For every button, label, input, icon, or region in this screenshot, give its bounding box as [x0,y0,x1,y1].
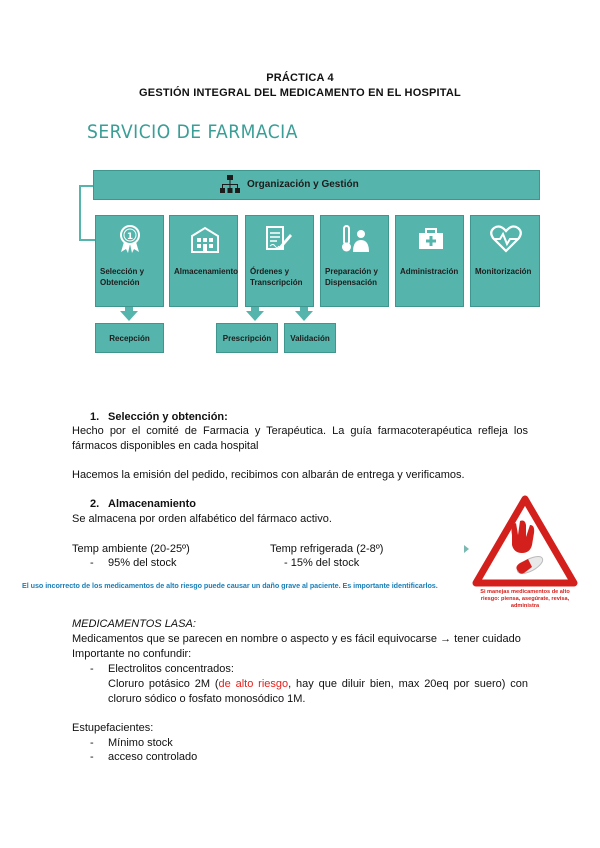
connector-line [79,185,81,241]
step-preparation [320,215,389,307]
temp-ambient-dash: - [90,557,94,569]
medical-kit-icon [416,224,446,254]
svg-text:1: 1 [126,232,134,242]
warning-caption: Si manejas medicamentos de alto riesgo: piensa, asegúrate, revisa, administra [480,589,570,609]
high-risk-banner: El uso incorrecto de los medicamentos de alto riesgo puede causar un daño grave al paciente. Es importante identificarlos. [22,581,438,590]
step-administration [395,215,464,307]
section1-paragraph: Hecho por el comité de Farmacia y Terapéutica. La guía farmacoterapéutica refleja los fármacos disponibles en cada hospital [72,425,528,452]
organization-label: Organización y Gestión [247,179,359,190]
temp-fridge-label: Temp refrigerada (2-8º) [270,543,384,555]
bullet-dash: - [90,737,94,749]
temp-fridge-value: - 15% del stock [284,557,360,569]
lasa-detail: Cloruro potásico 2M (de alto riesgo, hay que diluir bien, max 20eq por suero) con cloruro sódico o fosfato monosódico 1M. [108,678,528,705]
lasa-heading: MEDICAMENTOS LASA: [72,618,196,630]
award-ribbon-icon [117,224,143,254]
temp-ambient-value: 95% del stock [108,557,177,569]
sub-box-prescription: Prescripción [216,323,278,353]
step-storage [169,215,238,307]
bullet-dash: - [90,663,94,675]
step-label: Monitorización [475,267,532,276]
section2-heading: Almacenamiento [108,498,197,510]
step-label: Administración [400,267,459,276]
down-arrow [246,311,264,321]
org-chart-icon [219,174,241,196]
bullet-dash: - [90,751,94,763]
section2-number: 2. [90,498,100,510]
lasa-bullet: Electrolitos concentrados: [108,663,234,675]
document-subtitle: GESTIÓN INTEGRAL DEL MEDICAMENTO EN EL HOSPITAL [139,87,461,99]
narcotics-bullet: acceso controlado [108,751,198,763]
document-edit-icon [264,224,294,254]
thermometer-person-icon [339,224,373,254]
sub-box-reception: Recepción [95,323,164,353]
step-label: Selección y Obtención [100,267,145,287]
section1-number: 1. [90,411,100,423]
organization-bar [93,170,540,200]
temp-ambient-label: Temp ambiente (20-25º) [72,543,190,555]
sub-box-validation: Validación [284,323,336,353]
diagram-title: SERVICIO DE FARMACIA [87,121,298,143]
step-label: Preparación y Dispensación [325,267,378,287]
high-risk-warning-sign [470,495,580,620]
heart-pulse-icon [489,224,523,254]
step-monitoring [470,215,540,307]
step-label: Órdenes y Transcripción [250,267,303,287]
narcotics-heading: Estupefacientes: [72,722,154,734]
lasa-description: Medicamentos que se parecen en nombre o aspecto y es fácil equivocarse → tener cuidado [72,633,521,645]
section1-paragraph-2: Hacemos la emisión del pedido, recibimos con albarán de entrega y verificamos. [72,469,465,481]
small-arrow-icon [464,545,469,553]
connector-line [79,239,95,241]
document-title: PRÁCTICA 4 [266,72,334,84]
step-selection [95,215,164,307]
warehouse-icon [190,224,220,254]
section1-heading: Selección y obtención: [108,411,228,423]
down-arrow [295,311,313,321]
step-label: Almacenamiento [174,267,239,276]
connector-line [79,185,93,187]
step-orders [245,215,314,307]
pharmacy-service-diagram [75,115,540,365]
warning-triangle-icon [470,495,580,590]
lasa-note: Importante no confundir: [72,648,192,660]
down-arrow [120,311,138,321]
narcotics-bullet: Mínimo stock [108,737,173,749]
high-risk-highlight: de alto riesgo [218,678,289,690]
section2-paragraph: Se almacena por orden alfabético del fármaco activo. [72,513,332,525]
